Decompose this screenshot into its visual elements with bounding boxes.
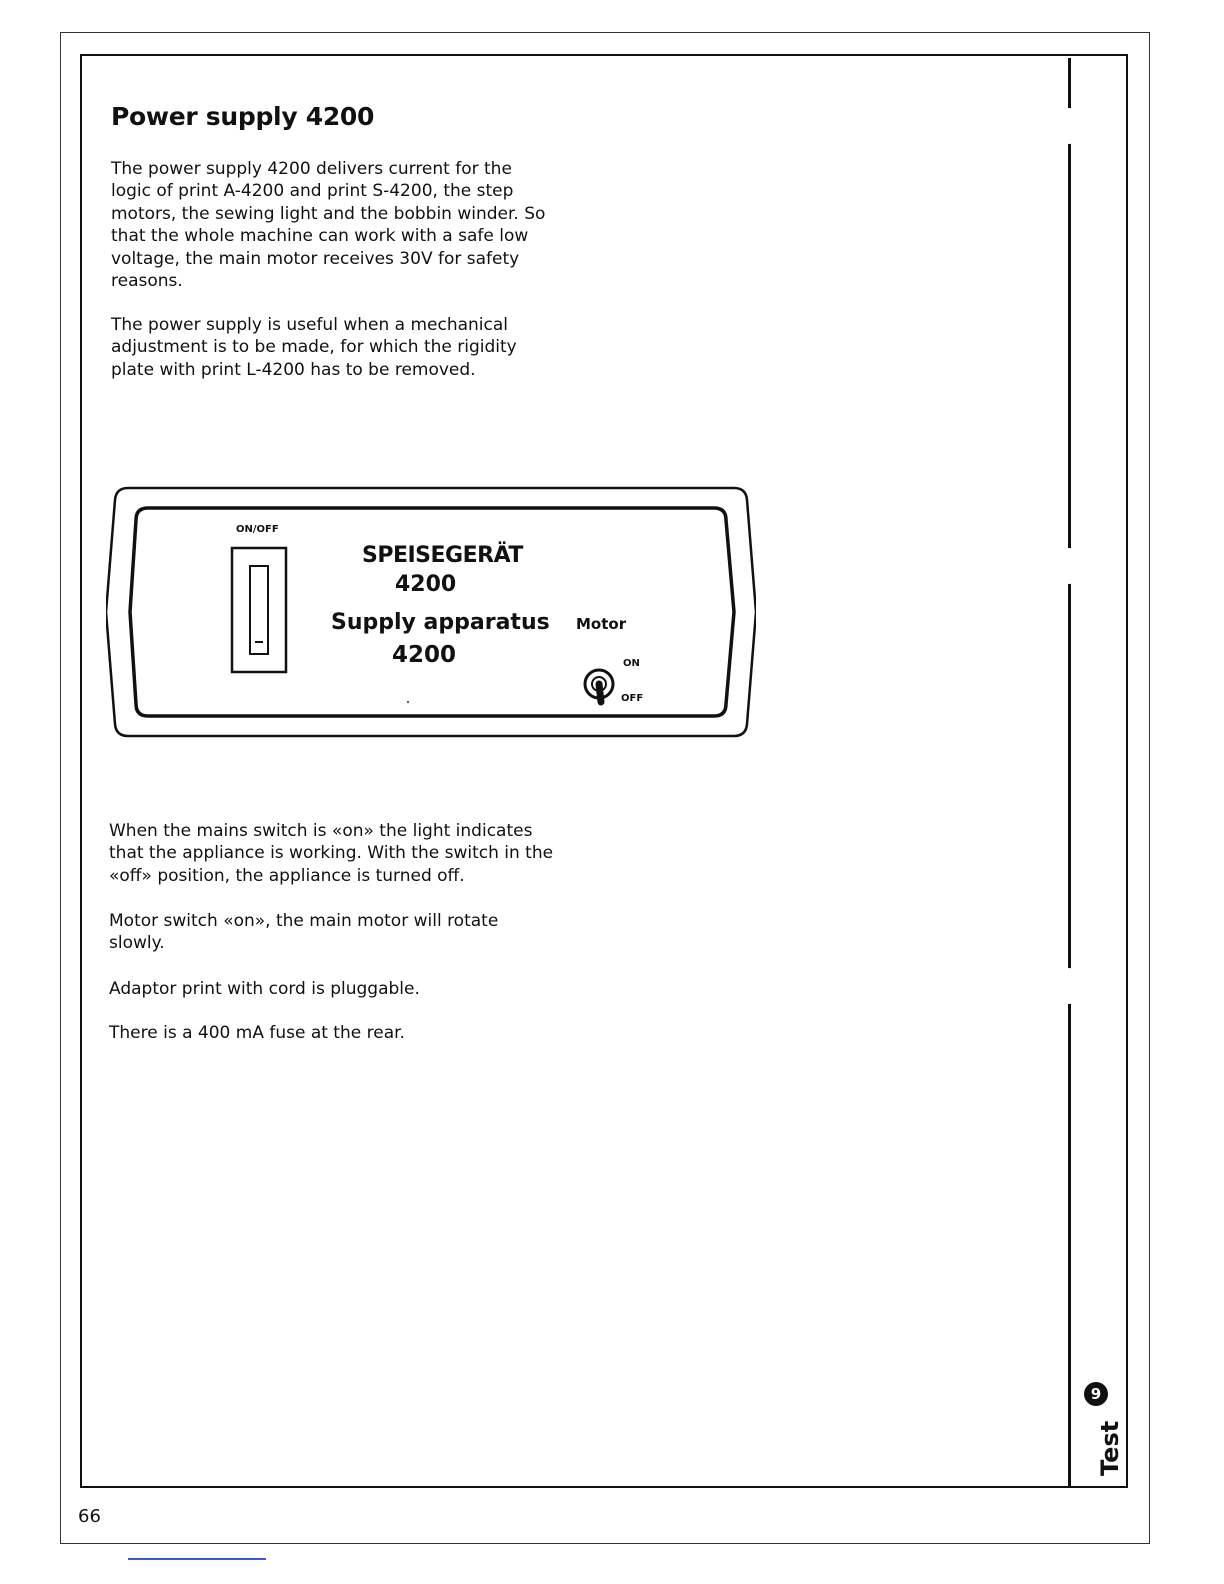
- tab-divider-line: [1068, 58, 1071, 1486]
- adaptor-paragraph: Adaptor print with cord is pluggable.: [109, 979, 420, 999]
- tab-notch: [1063, 968, 1075, 1004]
- device-model-english: 4200: [392, 642, 457, 668]
- fuse-paragraph: There is a 400 mA fuse at the rear.: [109, 1023, 405, 1043]
- footer-underline-link[interactable]: [128, 1558, 266, 1560]
- side-tab-label[interactable]: Test: [1096, 1420, 1124, 1476]
- mains-switch-paragraph: When the mains switch is «on» the light indicates that the appliance is working. With the switch in the «off» position, the appliance is turned off.: [109, 821, 554, 886]
- tab-notch: [1063, 108, 1075, 144]
- side-tab-badge: 9: [1084, 1382, 1108, 1406]
- device-model-german: 4200: [395, 572, 457, 597]
- intro-paragraph: The power supply 4200 delivers current for the logic of print A-4200 and print S-4200, the step motors, the sewing light and the bobbin winder. So that the whole machine can work with a safe low voltage, the main motor receives 30V for safety reasons.: [111, 159, 546, 292]
- device-name-english: Supply apparatus: [331, 610, 550, 635]
- motor-on-label: ON: [623, 658, 640, 669]
- adjustment-paragraph: The power supply is useful when a mechanical adjustment is to be made, for which the rigidity plate with print L-4200 has to be removed.: [111, 315, 517, 380]
- motor-toggle-lever: [599, 684, 601, 702]
- motor-label: Motor: [576, 615, 627, 633]
- tab-notch: [1063, 548, 1075, 584]
- power-switch-label: ON/OFF: [236, 524, 279, 535]
- panel-speck: [407, 701, 409, 703]
- page-number: 66: [78, 1506, 101, 1527]
- motor-switch-paragraph: Motor switch «on», the main motor will rotate slowly.: [109, 911, 499, 954]
- device-name-german: SPEISEGERÄT: [362, 543, 523, 568]
- page-title: Power supply 4200: [111, 102, 375, 131]
- motor-off-label: OFF: [621, 693, 644, 704]
- power-switch-rocker: [250, 566, 268, 654]
